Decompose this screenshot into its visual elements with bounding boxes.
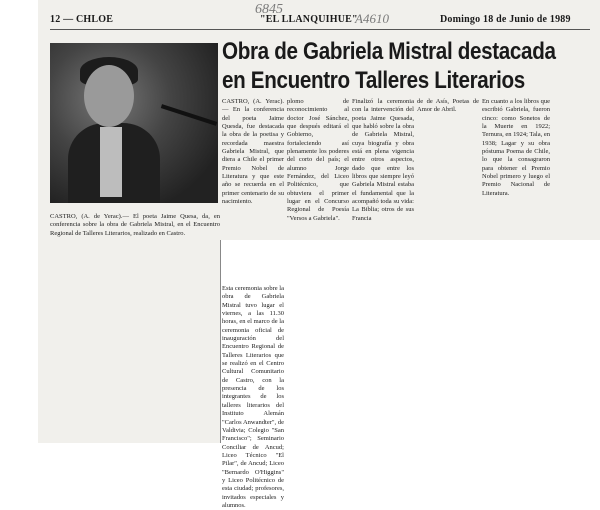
page-label: 12 — CHLOE bbox=[50, 14, 114, 25]
newspaper-name: "EL LLANQUIHUE" bbox=[260, 14, 358, 25]
photo-microphone bbox=[161, 104, 217, 126]
article-column-4: de de Asís, Poetas de Amor de Abril. bbox=[417, 98, 479, 114]
article-headline bbox=[222, 37, 556, 95]
header-rule bbox=[50, 29, 590, 30]
newspaper-header bbox=[50, 14, 590, 28]
article-column-1: CASTRO, (A. Yerac).— En la conferencia del poeta Jaime Quesda, fue destacada la obra de la poetisa y recordada maestra Gabriela Mistral, que diera a Chile el primer Premio Nobel de Literatura y que este año se recuerda en el primer centenario de su nacimiento. bbox=[222, 98, 284, 206]
article-column-2: plomo de reconocimiento al doctor José Sánchez, que después editará el Gobierno, fortaleciendo así plenamente los poderes del corto del país; el alumno Jorge Fernández, del Liceo Politécnico, que obtuviera el primer lugar en el Concurso Regional de Poesía "Versos a Gabriela". bbox=[287, 98, 349, 222]
photo-shirt bbox=[100, 127, 122, 197]
photo-caption: CASTRO, (A. de Yerac).— El poeta Jaime Quesa, da, en conferencia sobre la obra de Gabriela Mistral, en el Encuentro Regional de Talleres Literarios, realizado en Castro. bbox=[50, 213, 220, 237]
photo-face bbox=[84, 65, 134, 127]
article-column-5: En cuanto a los libros que escribió Gabriela, fueron cinco: como Sonetos de la Muerte en 1922; Ternura, en 1924; Tala, en 1938; Lagar y su obra póstuma Poema de Chile, lo que la consagraron para obtener el Premio Nobel primero y luego el Premio Nacional de Literatura. bbox=[482, 98, 550, 197]
publication-date: Domingo 18 de Junio de 1989 bbox=[440, 14, 571, 25]
handwritten-number: 6845 bbox=[255, 2, 283, 17]
article-continuation: Esta ceremonia sobre la obra de Gabriela Mistral tuvo lugar el viernes, a las 11.30 horas, en el marco de la ceremonia oficial de inauguración del Encuentro Regional de Talleres Literarios que se realizó en el Centro Cultural Comunitario de Castro, con la presencia de los integrantes de los talleres literarios del Instituto Alemán "Carlos Anwandter", de Valdivia; Colegio "San Francisco"; Seminario Conciliar de Ancud; Liceo Técnico "El Pilar", de Ancud; Liceo "Bernardo O'Higgins" y Liceo Politécnico de esta ciudad; profesores, invitados especiales y alumnos. bbox=[222, 285, 284, 509]
headline-line-1: Obra de Gabriela Mistral destacada bbox=[222, 38, 556, 65]
clipping-edge bbox=[220, 240, 221, 443]
speaker-photo bbox=[50, 43, 218, 203]
article-column-3: Finalizó la ceremonia con la intervención del poeta Jaime Quesada, que habló sobre la obra de Gabriela Mistral, cuya biografía y obra está en plena vigencia entre otros aspectos, dado que entre los libros que siempre leyó Gabriela Mistral estaba el fundamental que la acompañó toda su vida: La Biblia; otros de sus Francia bbox=[352, 98, 414, 222]
headline-line-2: en Encuentro Talleres Literarios bbox=[222, 67, 525, 94]
handwritten-code: A4610 bbox=[355, 11, 389, 26]
